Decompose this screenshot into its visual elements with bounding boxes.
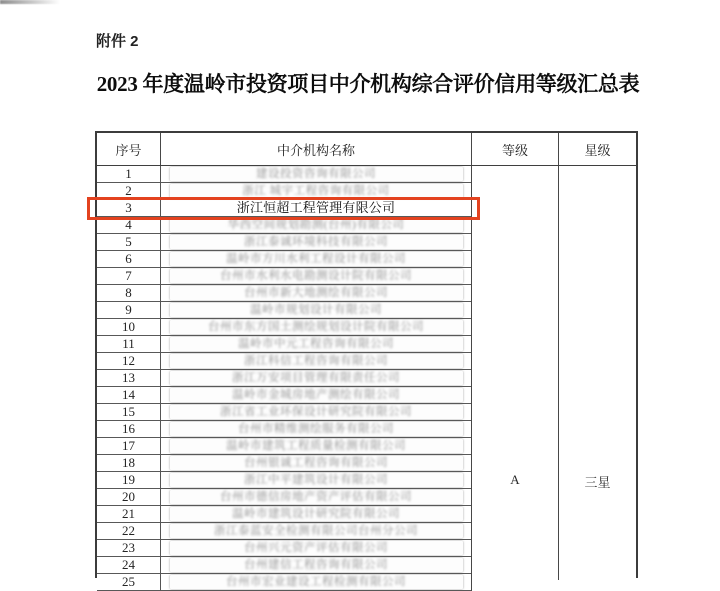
row-name-cell bbox=[161, 285, 471, 302]
redacted-name-strip bbox=[170, 456, 463, 470]
redacted-name-strip bbox=[170, 286, 463, 300]
row-index-cell: 16 bbox=[97, 421, 160, 438]
row-index-cell: 21 bbox=[97, 506, 160, 523]
blurred-company-name: 建设投资咨询有限公司 bbox=[256, 168, 376, 180]
row-index-cell: 19 bbox=[97, 472, 160, 489]
row-name-cell bbox=[161, 523, 471, 540]
blurred-company-name: 台州市德信房地产资产评估有限公司 bbox=[220, 491, 412, 503]
blurred-company-name: 台州市精维测绘服务有限公司 bbox=[238, 423, 394, 435]
redacted-name-strip bbox=[170, 235, 463, 249]
row-name-cell bbox=[161, 540, 471, 557]
highlighted-company-name: 浙江恒超工程管理有限公司 bbox=[236, 200, 396, 215]
row-index-cell: 18 bbox=[97, 455, 160, 472]
blurred-company-name: 温岭市金城房地产测绘有限公司 bbox=[232, 389, 400, 401]
row-name-cell bbox=[161, 319, 471, 336]
blurred-company-name: 温岭市中元工程咨询有限公司 bbox=[238, 338, 394, 350]
blurred-company-name: 台州银诚工程咨询有限公司 bbox=[244, 457, 388, 469]
row-name-cell bbox=[161, 302, 471, 319]
redacted-name-strip bbox=[170, 167, 463, 181]
redacted-name-strip bbox=[170, 371, 463, 385]
redacted-name-strip bbox=[170, 388, 463, 402]
row-name-cell bbox=[161, 404, 471, 421]
row-index-cell: 4 bbox=[97, 217, 160, 234]
redacted-name-strip bbox=[170, 575, 463, 589]
redacted-name-strip bbox=[170, 354, 463, 368]
row-name-cell bbox=[161, 234, 471, 251]
row-name-cell bbox=[161, 472, 471, 489]
row-index-cell: 22 bbox=[97, 523, 160, 540]
row-name-cell bbox=[161, 387, 471, 404]
redacted-name-strip bbox=[170, 405, 463, 419]
blurred-company-name: 台州市水利水电勘测设计院有限公司 bbox=[220, 270, 412, 282]
blurred-company-name: 温岭市方川水利工程设计有限公司 bbox=[226, 253, 406, 265]
row-index-cell: 9 bbox=[97, 302, 160, 319]
row-index-cell: 2 bbox=[97, 183, 160, 200]
row-name-cell bbox=[161, 557, 471, 574]
blurred-company-name: 台州市宏业建设工程检测有限公司 bbox=[226, 576, 406, 588]
blurred-company-name: 台州市新大地测绘有限公司 bbox=[244, 287, 388, 299]
redacted-name-strip bbox=[170, 337, 463, 351]
redacted-name-strip bbox=[170, 473, 463, 487]
row-name-cell bbox=[161, 251, 471, 268]
row-index-cell: 14 bbox=[97, 387, 160, 404]
grade-value: A bbox=[510, 472, 520, 487]
row-name-cell bbox=[161, 336, 471, 353]
table-header-row bbox=[97, 133, 636, 166]
blurred-company-name: 温岭市建筑工程质量检测有限公司 bbox=[226, 440, 406, 452]
row-index-cell: 6 bbox=[97, 251, 160, 268]
redacted-name-strip bbox=[170, 252, 463, 266]
row-index-cell: 5 bbox=[97, 234, 160, 251]
row-index-cell: 15 bbox=[97, 404, 160, 421]
row-index-cell: 8 bbox=[97, 285, 160, 302]
blurred-company-name: 台州兴元资产评估有限公司 bbox=[244, 542, 388, 554]
blurred-company-name: 温岭市建筑设计研究院有限公司 bbox=[232, 508, 400, 520]
row-index-cell: 1 bbox=[97, 166, 160, 183]
row-name-cell bbox=[161, 268, 471, 285]
header-index: 序号 bbox=[97, 133, 161, 165]
attachment-label: 附件 2 bbox=[96, 33, 139, 50]
row-index-cell: 13 bbox=[97, 370, 160, 387]
redacted-name-strip bbox=[170, 541, 463, 555]
row-index-cell: 7 bbox=[97, 268, 160, 285]
page-title: 2023 年度温岭市投资项目中介机构综合评价信用等级汇总表 bbox=[96, 72, 640, 96]
blurred-company-name: 浙江泰诚环境科技有限公司 bbox=[244, 236, 388, 248]
row-index-cell: 20 bbox=[97, 489, 160, 506]
row-index-cell: 12 bbox=[97, 353, 160, 370]
row-index-cell: 17 bbox=[97, 438, 160, 455]
redacted-name-strip bbox=[170, 218, 463, 232]
redacted-name-strip bbox=[170, 184, 463, 198]
blurred-company-name: 浙江 城宇工程咨询有限公司 bbox=[242, 185, 390, 197]
row-index-cell: 11 bbox=[97, 336, 160, 353]
redacted-name-strip bbox=[170, 269, 463, 283]
blurred-company-name: 浙江省工业环保设计研究院有限公司 bbox=[220, 406, 412, 418]
blurred-company-name: 温岭市规划设计有限公司 bbox=[250, 304, 382, 316]
blurred-company-name: 浙江万安项目管理有限责任公司 bbox=[232, 372, 400, 384]
row-name-cell bbox=[161, 166, 471, 183]
redacted-name-strip bbox=[170, 303, 463, 317]
redacted-name-strip bbox=[170, 507, 463, 521]
header-agency-name: 中介机构名称 bbox=[161, 133, 472, 165]
scan-artifact bbox=[0, 0, 60, 4]
name-column bbox=[161, 166, 472, 591]
row-index-cell: 25 bbox=[97, 574, 160, 591]
index-column bbox=[97, 166, 161, 591]
redacted-name-strip bbox=[170, 558, 463, 572]
grade-merged-cell bbox=[472, 166, 559, 580]
blurred-company-name: 浙江科信工程咨询有限公司 bbox=[244, 355, 388, 367]
row-index-cell: 10 bbox=[97, 319, 160, 336]
star-value: 三星 bbox=[584, 475, 611, 490]
blurred-company-name: 台州建信工程咨询有限公司 bbox=[244, 559, 388, 571]
row-index-cell: 3 bbox=[97, 200, 160, 217]
row-name-cell bbox=[161, 506, 471, 523]
blurred-company-name: 浙江泰蓝安全检测有限公司台州分公司 bbox=[214, 525, 418, 537]
blurred-company-name: 华西空间规划勘测(台州)有限公司 bbox=[227, 219, 405, 231]
redacted-name-strip bbox=[170, 320, 463, 334]
redacted-name-strip bbox=[170, 439, 463, 453]
redacted-name-strip bbox=[170, 490, 463, 504]
blurred-company-name: 浙江中平建筑设计有限公司 bbox=[244, 474, 388, 486]
redacted-name-strip bbox=[170, 422, 463, 436]
blurred-company-name: 台州市东方国土测绘规划设计院有限公司 bbox=[208, 321, 424, 333]
header-grade: 等级 bbox=[472, 133, 559, 165]
row-name-cell bbox=[161, 455, 471, 472]
star-merged-cell bbox=[559, 166, 636, 580]
row-name-cell bbox=[161, 353, 471, 370]
row-index-cell: 24 bbox=[97, 557, 160, 574]
row-name-cell bbox=[161, 489, 471, 506]
row-name-cell bbox=[161, 370, 471, 387]
row-name-cell bbox=[161, 421, 471, 438]
header-star: 星级 bbox=[584, 142, 611, 158]
row-name-cell bbox=[161, 574, 471, 591]
row-name-cell bbox=[161, 438, 471, 455]
redacted-name-strip bbox=[170, 524, 463, 538]
row-index-cell: 23 bbox=[97, 540, 160, 557]
highlight-box bbox=[87, 197, 480, 220]
